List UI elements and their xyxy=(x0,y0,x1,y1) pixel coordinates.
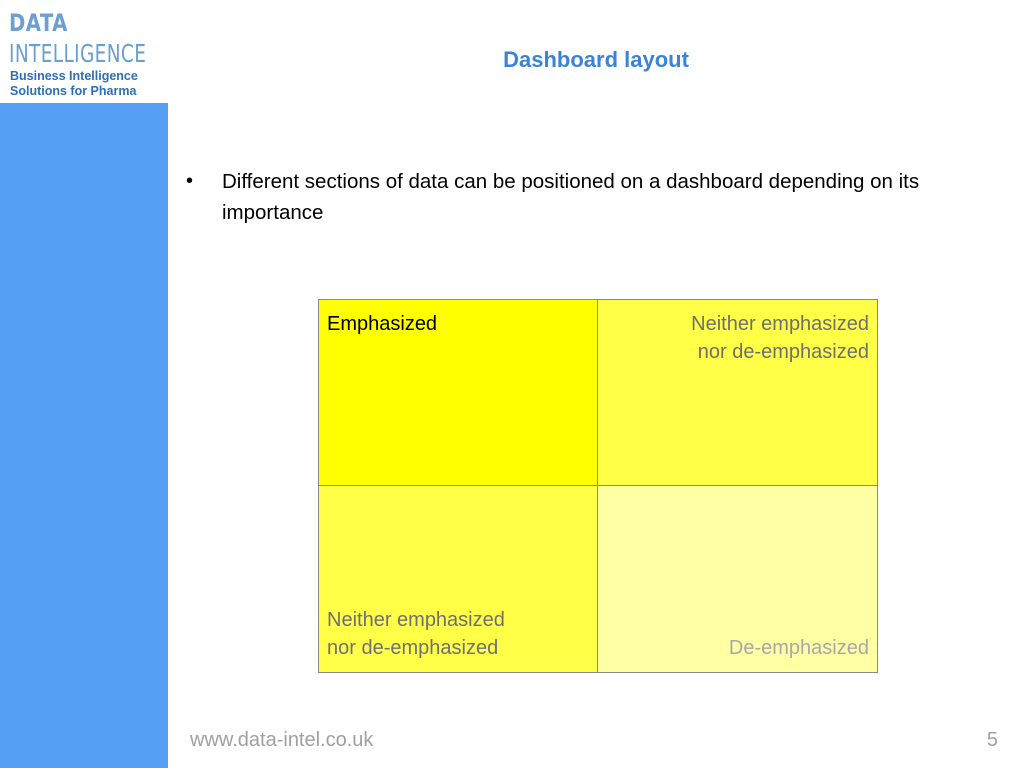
logo-text-data: DATA xyxy=(9,9,68,37)
grid-cell-neutral-top xyxy=(598,300,877,486)
dashboard-layout-grid xyxy=(318,299,878,673)
logo-tagline-line1: Business Intelligence xyxy=(10,69,138,83)
logo-tagline-line2: Solutions for Pharma xyxy=(10,84,137,98)
cell-label-line1: Neither emphasized xyxy=(327,609,505,631)
grid-cell-emphasized xyxy=(319,300,598,486)
grid-cell-de-emphasized xyxy=(598,486,877,672)
bullet-item xyxy=(186,166,976,228)
cell-label-line2: nor de-emphasized xyxy=(697,341,869,363)
cell-label: De-emphasized xyxy=(728,637,869,659)
grid-cell-neutral-bottom xyxy=(319,486,598,672)
page-number: 5 xyxy=(986,729,998,751)
bullet-icon: • xyxy=(186,170,194,192)
cell-label-line2: nor de-emphasized xyxy=(327,637,499,659)
slide-title: Dashboard layout xyxy=(503,47,689,72)
sidebar-band xyxy=(0,103,168,768)
bullet-text: Different sections of data can be positioned on a dashboard depending on its importance xyxy=(222,170,920,224)
logo-tagline xyxy=(10,69,138,99)
company-logo xyxy=(0,0,168,103)
footer-url: www.data-intel.co.uk xyxy=(190,729,374,751)
logo-text-intelligence: INTELLIGENCE xyxy=(9,39,147,68)
cell-label-line1: Neither emphasized xyxy=(691,313,869,335)
cell-label: Emphasized xyxy=(327,313,438,335)
